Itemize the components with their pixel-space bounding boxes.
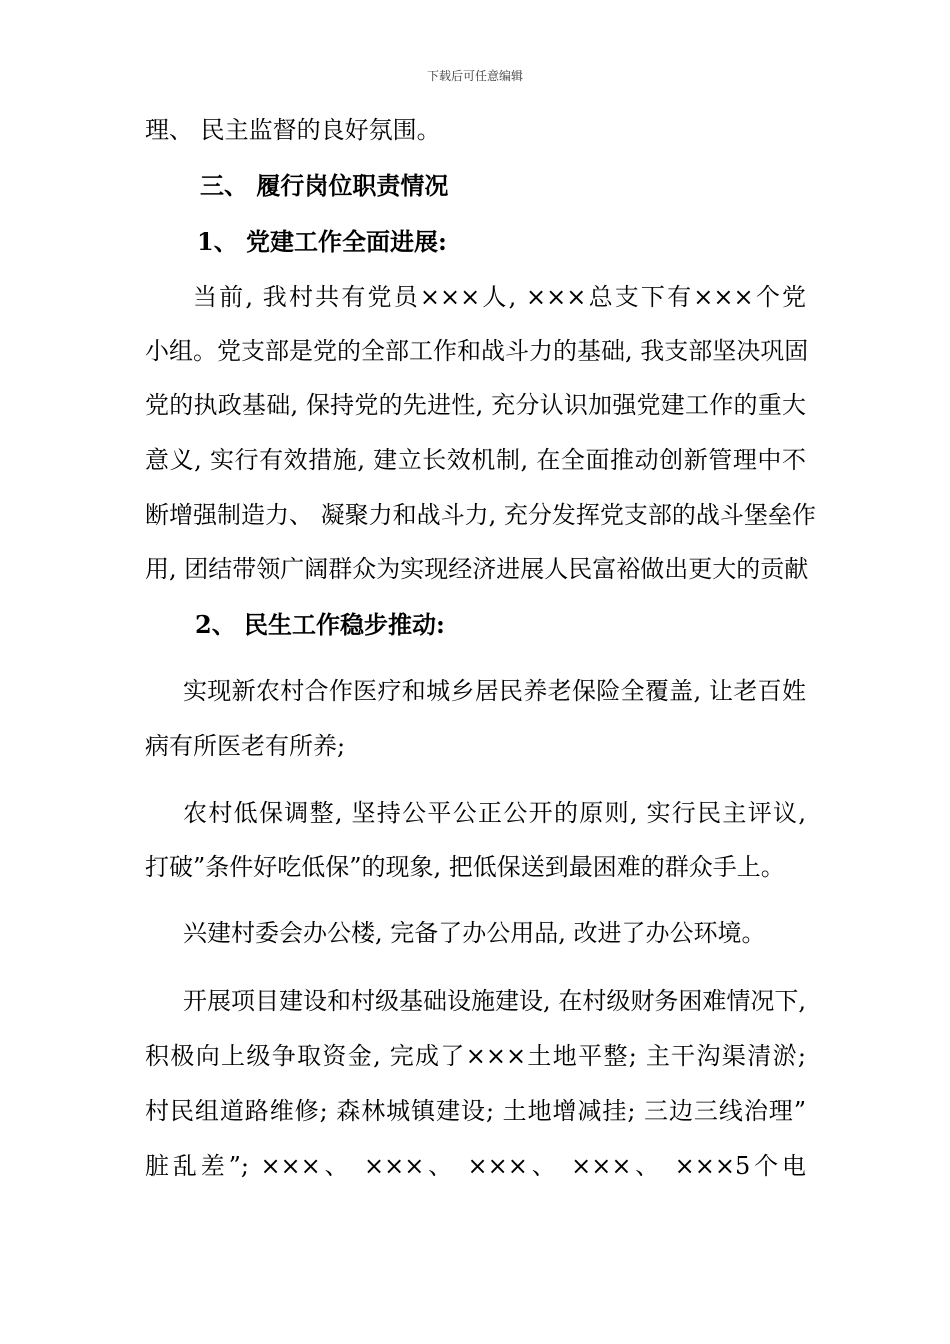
body-line: 理、 民主监督的良好氛围。 <box>145 116 441 144</box>
section-heading: 三、 履行岗位职责情况 <box>200 171 449 200</box>
subsection-heading: 1、 党建工作全面进展: <box>197 227 447 256</box>
body-line: 用, 团结带领广阔群众为实现经济进展人民富裕做出更大的贡献 <box>145 555 809 583</box>
body-line: 病有所医老有所养; <box>145 732 346 760</box>
body-line: 当前, 我村共有党员×××人, ×××总支下有×××个党 <box>193 283 806 311</box>
body-line: 意义, 实行有效措施, 建立长效机制, 在全面推动创新管理中不 <box>145 446 806 474</box>
body-line: 开展项目建设和村级基础设施建设, 在村级财务困难情况下, <box>183 987 806 1015</box>
body-line: 党的执政基础, 保持党的先进性, 充分认识加强党建工作的重大 <box>145 391 806 419</box>
body-line: 脏乱差”; ×××、 ×××、 ×××、 ×××、 ×××5个电 <box>145 1152 806 1180</box>
body-line: 农村低保调整, 坚持公平公正公开的原则, 实行民主评议, <box>183 799 806 827</box>
page-header-note: 下载后可任意编辑 <box>426 69 523 83</box>
body-line: 实现新农村合作医疗和城乡居民养老保险全覆盖, 让老百姓 <box>183 677 806 705</box>
body-line: 村民组道路维修; 森林城镇建设; 土地增减挂; 三边三线治理” <box>145 1097 806 1125</box>
body-line: 小组。党支部是党的全部工作和战斗力的基础, 我支部坚决巩固 <box>145 337 809 365</box>
subsection-heading: 2、 民生工作稳步推动: <box>195 610 445 639</box>
body-line: 兴建村委会办公楼, 完备了办公用品, 改进了办公环境。 <box>183 919 766 947</box>
body-line: 打破”条件好吃低保”的现象, 把低保送到最困难的群众手上。 <box>145 853 785 881</box>
body-line: 断增强制造力、 凝聚力和战斗力, 充分发挥党支部的战斗堡垒作 <box>145 501 816 529</box>
body-line: 积极向上级争取资金, 完成了×××土地平整; 主干沟渠清淤; <box>145 1042 806 1070</box>
